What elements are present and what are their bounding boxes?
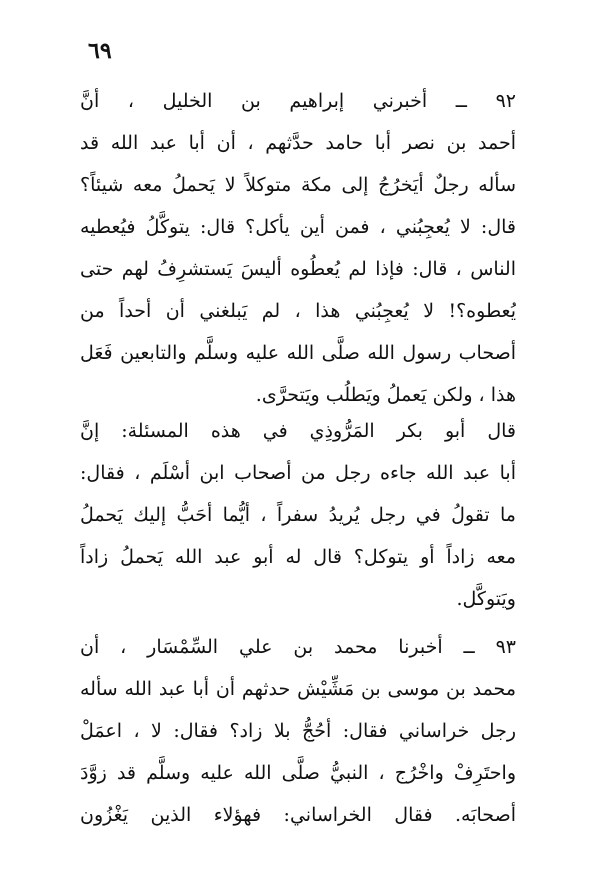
text-line: الناس ، قال: فإذا لم يُعطُوه أليسَ يَستشرِفُ لهم حتى bbox=[80, 258, 516, 280]
text-line: أصحاب رسول الله صلَّى الله عليه وسلَّم والتابعين فَعَل bbox=[80, 342, 516, 364]
text-line: ويَتوكَّل. bbox=[456, 588, 516, 610]
text-line: أبا عبد الله جاءه رجل من أصحاب ابن أسْلَم ، فقال: bbox=[80, 462, 516, 484]
text-line: سأله رجلٌ أيَخرُجُ إلى مكة متوكلاً لا يَحملُ معه شيئاً؟ bbox=[80, 174, 516, 196]
page-number: ٦٩ bbox=[88, 38, 112, 64]
paragraph-93 bbox=[80, 626, 516, 836]
text-line: ٩٢ ــ أخبرني إبراهيم بن الخليل ، أنَّ bbox=[80, 90, 516, 112]
text-line: واحتَرِفْ واخْرُج ، النبيُّ صلَّى الله عليه وسلَّم قد زوَّدَ bbox=[80, 762, 516, 784]
text-line: قال أبو بكر المَرُّوذِي في هذه المسئلة: إنَّ bbox=[80, 420, 516, 442]
text-line: يُعطوه؟! لا يُعجِبُني هذا ، لم يَبلغني أن أحداً من bbox=[80, 300, 516, 322]
text-line: هذا ، ولكن يَعملُ ويَطلُب ويَتحرَّى. bbox=[255, 384, 516, 406]
text-line: محمد بن موسى بن مَشِّيْش حدثهم أن أبا عبد الله سأله bbox=[80, 678, 516, 700]
text-line: رجل خراساني فقال: أحُجُّ بلا زاد؟ فقال: لا ، اعمَلْ bbox=[80, 720, 516, 742]
text-line: أصحابَه. فقال الخراساني: فهؤلاء الذين يَغْزُون bbox=[80, 804, 516, 826]
text-line: ما تقولُ في رجل يُريدُ سفراً ، أيُّما أحَبُّ إليك يَحملُ bbox=[80, 504, 516, 526]
paragraph-92 bbox=[80, 80, 516, 416]
text-line: أحمد بن نصر أبا حامد حدَّثهم ، أن أبا عبد الله قد bbox=[80, 132, 516, 154]
paragraph-marrudhi bbox=[80, 410, 516, 620]
text-line: معه زاداً أو يتوكل؟ قال له أبو عبد الله يَحملُ زاداً bbox=[80, 546, 516, 568]
text-line: قال: لا يُعجِبُني ، فمن أين يأكل؟ قال: يتوكَّلُ فيُعطيه bbox=[80, 216, 516, 238]
text-line: ٩٣ ــ أخبرنا محمد بن علي السِّمْسَار ، أن bbox=[80, 636, 516, 658]
